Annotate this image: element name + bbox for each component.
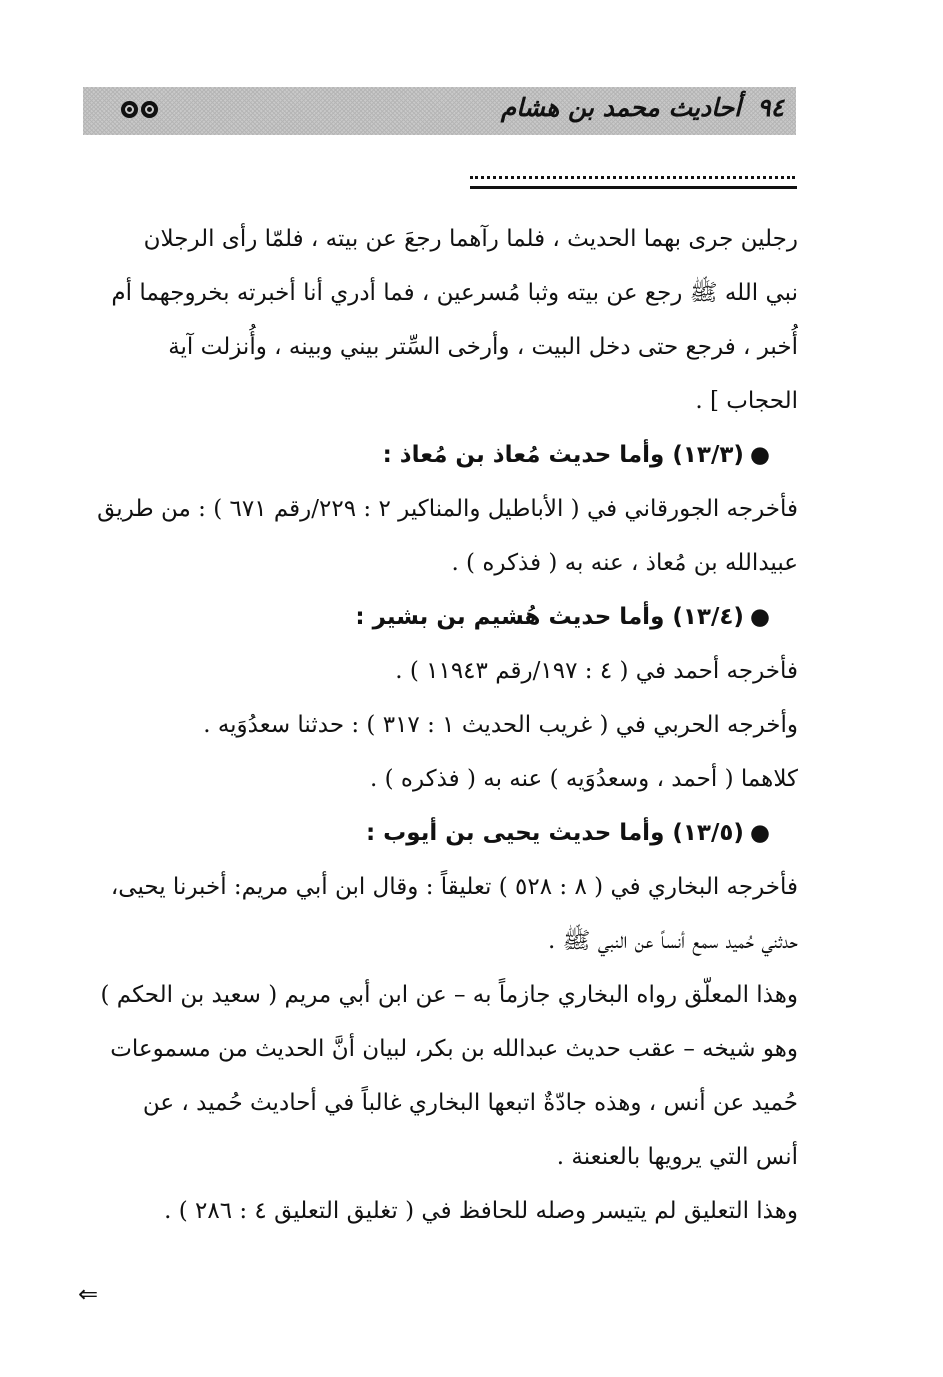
page-body	[83, 212, 798, 1238]
heading-text: (١٣/٤) وأما حديث هُشيم بن بشير :	[355, 604, 744, 630]
text-line: فأخرجه البخاري في ( ٨ : ٥٢٨ ) تعليقاً : وقال ابن أبي مريم: أخبرنا يحيى،	[110, 874, 798, 900]
header-rule	[470, 186, 797, 189]
bullet-icon: ●	[749, 820, 770, 846]
page-header	[83, 87, 796, 135]
continue-arrow-icon: ⇐	[78, 1280, 99, 1308]
ornament-icon	[121, 101, 158, 118]
text-line: فأخرجه الجورقاني في ( الأباطيل والمناكير ٢ : ٢٢٩/رقم ٦٧١ ) : من طريق	[97, 496, 798, 522]
section-heading-13-5	[83, 806, 798, 860]
heading-text: (١٣/٥) وأما حديث يحيى بن أيوب :	[365, 820, 744, 846]
text-line: وهو شيخه – عقب حديث عبدالله بن بكر، لبيان أنَّ الحديث من مسموعات	[110, 1036, 798, 1062]
text-line: عبيدالله بن مُعاذ ، عنه به ( فذكره ) .	[451, 550, 798, 576]
text-line: وهذا المعلّق رواه البخاري جازماً به – عن ابن أبي مريم ( سعيد بن الحكم )	[100, 982, 798, 1008]
text-line: حدثني حُميد سمع أنساً عن النبي ﷺ .	[547, 928, 798, 954]
bullet-icon: ●	[749, 442, 770, 468]
text-line: أُخبر ، فرجع حتى دخل البيت ، وأرخى السِّتر بيني وبينه ، وأُنزلت آية	[168, 334, 798, 360]
text-line: أنس التي يرويها بالعنعنة .	[556, 1144, 798, 1170]
text-line: كلاهما ( أحمد ، وسعدُوَيه ) عنه به ( فذكره ) .	[369, 766, 798, 792]
text-line: الحجاب ] .	[695, 388, 798, 414]
running-title	[501, 93, 784, 122]
book-title: أحاديث محمد بن هشام	[500, 93, 742, 122]
bullet-icon: ●	[749, 604, 770, 630]
text-line: فأخرجه أحمد في ( ٤ : ١٩٧/رقم ١١٩٤٣ ) .	[395, 658, 798, 684]
heading-text: (١٣/٣) وأما حديث مُعاذ بن مُعاذ :	[382, 442, 744, 468]
dotted-rule	[470, 176, 795, 179]
text-line: حُميد عن أنس ، وهذه جادّةٌ اتبعها البخاري غالباً في أحاديث حُميد ، عن	[142, 1090, 798, 1116]
text-line: رجلين جرى بهما الحديث ، فلما رآهما رجعَ عن بيته ، فلمّا رأى الرجلان	[143, 226, 798, 252]
section-heading-13-4	[83, 590, 798, 644]
page-number: ٩٤	[757, 93, 784, 122]
text-line: وهذا التعليق لم يتيسر وصله للحافظ في ( تغليق التعليق ٤ : ٢٨٦ ) .	[164, 1198, 798, 1224]
section-heading-13-3	[83, 428, 798, 482]
text-line: نبي الله ﷺ رجع عن بيته وثبا مُسرعين ، فما أدري أنا أخبرته بخروجهما أم	[111, 280, 798, 306]
text-line: وأخرجه الحربي في ( غريب الحديث ١ : ٣١٧ ) : حدثنا سعدُوَيه .	[203, 712, 798, 738]
